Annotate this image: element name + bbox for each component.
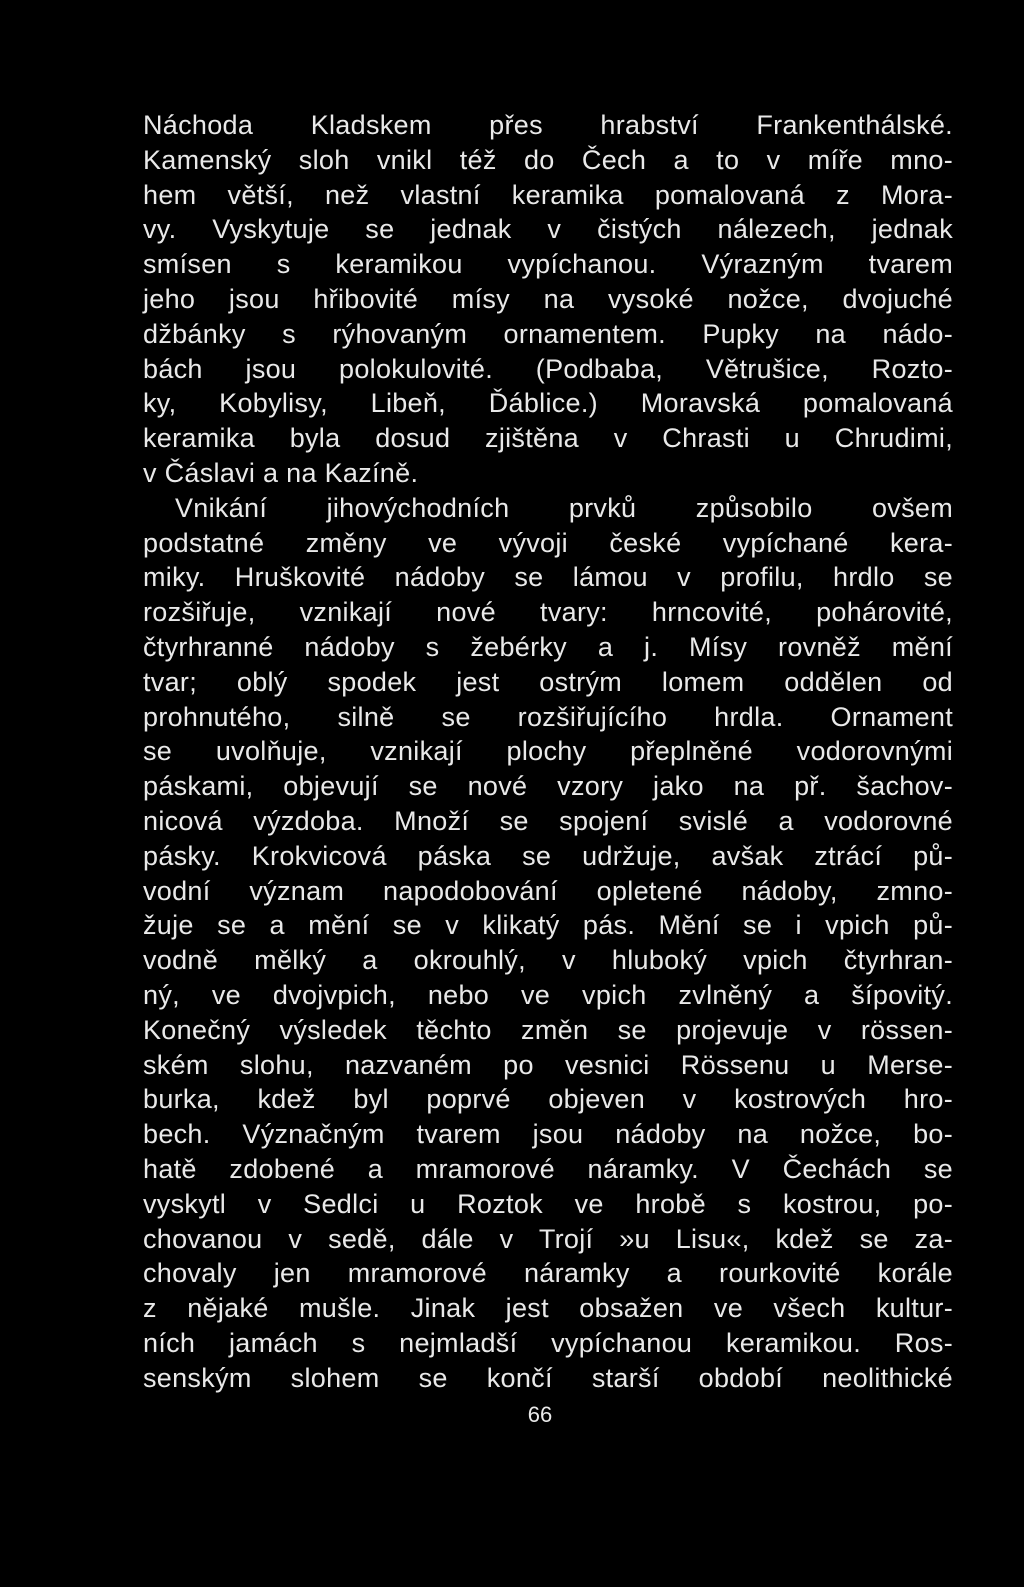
text-line: keramika byla dosud zjištěna v Chrasti u Chrudimi,	[143, 423, 953, 454]
text-line: pásky. Krokvicová páska se udržuje, avšak ztrácí pů-	[143, 840, 953, 871]
text-line: jeho jsou hřibovité mísy na vysoké nožce, dvojuché	[143, 283, 953, 314]
text-line: Konečný výsledek těchto změn se projevuje v rössen-	[143, 1014, 953, 1045]
text-line: hatě zdobené a mramorové náramky. V Čechách se	[143, 1153, 953, 1184]
text-line: džbánky s rýhovaným ornamentem. Pupky na nádo-	[143, 318, 953, 349]
text-line: z nějaké mušle. Jinak jest obsažen ve všech kultur-	[143, 1293, 953, 1324]
text-line: v Čáslavi a na Kazíně.	[143, 457, 419, 488]
text-line: podstatné změny ve vývoji české vypíchané kera-	[143, 527, 953, 558]
body-text	[143, 108, 953, 1395]
text-line: rozšiřuje, vznikají nové tvary: hrncovité, pohárovité,	[143, 597, 953, 628]
text-line: tvar; oblý spodek jest ostrým lomem oddělen od	[143, 666, 953, 697]
text-line: smísen s keramikou vypíchanou. Výrazným tvarem	[143, 249, 953, 280]
text-line: ky, Kobylisy, Libeň, Ďáblice.) Moravská pomalovaná	[143, 388, 953, 419]
text-line: vyskytl v Sedlci u Roztok ve hrobě s kostrou, po-	[143, 1188, 953, 1219]
text-line: bech. Význačným tvarem jsou nádoby na nožce, bo-	[143, 1119, 953, 1150]
text-line: vodní význam napodobování opletené nádoby, zmno-	[143, 875, 953, 906]
text-line: ních jamách s nejmladší vypíchanou keramikou. Ros-	[143, 1327, 953, 1358]
text-line: čtyrhranné nádoby s žebérky a j. Mísy rovněž mění	[143, 631, 953, 662]
text-line: Vnikání jihovýchodních prvků způsobilo ovšem	[175, 492, 953, 523]
text-line: bách jsou polokulovité. (Podbaba, Větrušice, Rozto-	[143, 353, 953, 384]
text-line: hem větší, než vlastní keramika pomalovaná z Mora-	[143, 179, 953, 210]
text-line: žuje se a mění se v klikatý pás. Mění se i vpich pů-	[143, 910, 953, 941]
text-line: páskami, objevují se nové vzory jako na př. šachov-	[143, 771, 953, 802]
text-line: ný, ve dvojvpich, nebo ve vpich zvlněný a šípovitý.	[143, 979, 953, 1010]
text-line: chovanou v sedě, dále v Trojí »u Lisu«, kdež se za-	[143, 1223, 953, 1254]
page-number: 66	[527, 1402, 553, 1427]
text-line: nicová výzdoba. Množí se spojení svislé a vodorovné	[143, 805, 953, 836]
text-line: senským slohem se končí starší období neolithické	[143, 1362, 953, 1393]
text-line: burka, kdež byl poprvé objeven v kostrových hro-	[143, 1084, 953, 1115]
text-line: ském slohu, nazvaném po vesnici Rössenu u Merse-	[143, 1049, 953, 1080]
text-line: vy. Vyskytuje se jednak v čistých nálezech, jednak	[143, 214, 953, 245]
text-line: Náchoda Kladskem přes hrabství Frankenthálské.	[143, 110, 953, 140]
text-line: se uvolňuje, vznikají plochy přeplněné vodorovnými	[143, 736, 953, 767]
text-line: vodně mělký a okrouhlý, v hluboký vpich čtyrhran-	[143, 945, 953, 976]
text-line: chovaly jen mramorové náramky a rourkovité korále	[143, 1258, 953, 1289]
text-line: miky. Hruškovité nádoby se lámou v profilu, hrdlo se	[143, 562, 953, 593]
text-line: prohnutého, silně se rozšiřujícího hrdla. Ornament	[143, 701, 953, 732]
text-line: Kamenský sloh vnikl též do Čech a to v míře mno-	[143, 144, 953, 175]
